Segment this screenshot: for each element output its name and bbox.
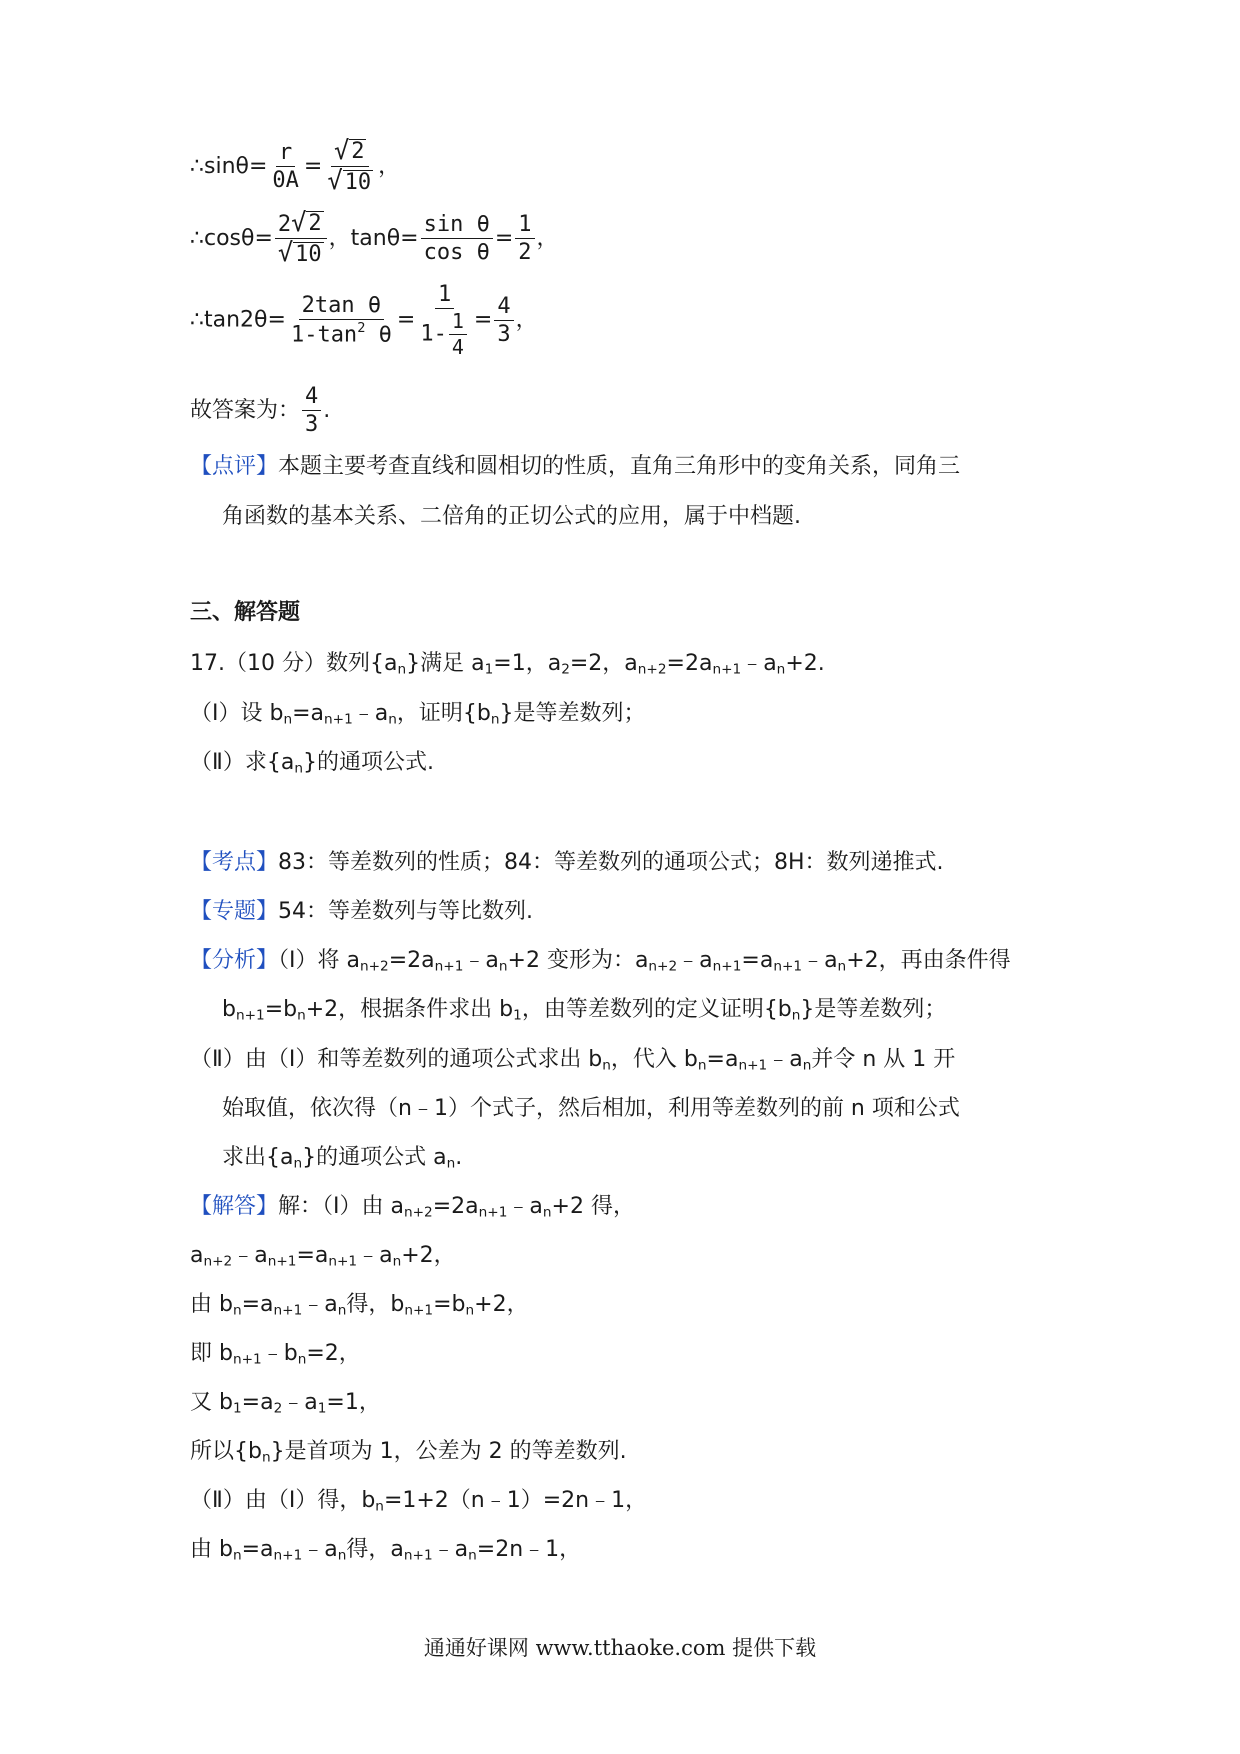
subscript: n+1: [712, 958, 742, 975]
therefore-symbol: ∴: [190, 153, 204, 179]
fenxi-line-3: [190, 1047, 955, 1074]
subscript: 1: [317, 1400, 327, 1417]
text: 17.（10 分）数列{a: [190, 651, 398, 676]
text: +2 变形为：a: [507, 948, 649, 973]
var-a: a: [485, 948, 499, 973]
one-minus-tan: 1-tan: [290, 322, 358, 348]
text: =1，a: [493, 651, 562, 676]
var-a: a: [324, 1537, 338, 1562]
var-a: a: [260, 1537, 274, 1562]
radicand: 2: [308, 211, 322, 237]
var-b: b: [451, 1292, 466, 1317]
minus: ﹣: [352, 701, 375, 726]
subscript: n: [465, 1302, 475, 1319]
equals: =: [706, 1047, 725, 1072]
text: }满足 a: [406, 651, 485, 676]
var-a: a: [260, 1292, 274, 1317]
comma: ，: [515, 307, 538, 333]
text: 得，b: [346, 1292, 405, 1317]
subscript: n+1: [235, 1007, 265, 1024]
minus: ﹣: [282, 1390, 305, 1415]
radical: √ 10: [277, 238, 322, 268]
text: =1+2（n﹣1）=2n﹣1，: [383, 1488, 648, 1513]
denominator: [288, 320, 395, 348]
var-a: a: [324, 1292, 338, 1317]
subscript: n: [802, 1057, 812, 1074]
numerator: 4: [494, 294, 513, 321]
equals: =: [292, 701, 311, 726]
var-a: a: [824, 948, 838, 973]
text: 由 b: [190, 1537, 233, 1562]
comma: ，: [536, 225, 559, 251]
equals: =: [396, 307, 416, 333]
tan2-lhs: tan2θ=: [204, 307, 286, 333]
text: ，由等差数列的定义证明{b: [521, 997, 792, 1022]
formula-sin: [190, 138, 400, 196]
minus: ﹣: [432, 1537, 455, 1562]
text: ，代入 b: [610, 1047, 698, 1072]
numerator: [331, 138, 369, 167]
text: .: [455, 1145, 463, 1170]
text: =2a: [432, 1194, 479, 1219]
section-title: 三、解答题: [190, 600, 301, 625]
denominator: cos θ: [423, 240, 490, 266]
text: （Ⅰ）设 b: [190, 701, 284, 726]
var-b: b: [283, 1341, 298, 1366]
subscript: n: [232, 1302, 242, 1319]
period: .: [323, 397, 331, 423]
radical: √ 10: [327, 166, 372, 196]
fraction-2sqrt2-over-sqrt10: [275, 210, 327, 268]
denominator: [275, 239, 327, 267]
text: +2，根据条件求出 b: [305, 997, 514, 1022]
text: =2n﹣1，: [476, 1537, 582, 1562]
review-line-2: [222, 504, 801, 530]
text: 求出{a: [222, 1145, 294, 1170]
subscript: n: [446, 1155, 456, 1172]
subscript: n+1: [403, 1547, 433, 1564]
cos-lhs: cosθ=: [204, 225, 273, 251]
subscript: n: [232, 1547, 242, 1564]
var-a: a: [260, 1390, 274, 1415]
tan-lhs: tanθ=: [350, 225, 419, 251]
fraction-one-half: [515, 212, 534, 266]
subscript: n: [261, 1449, 271, 1466]
fenxi-line-1: [190, 948, 1011, 975]
equals: =: [741, 948, 760, 973]
jieda-line-5: [190, 1390, 381, 1417]
var-a: a: [699, 948, 713, 973]
fraction-r-over-oa: [269, 140, 302, 194]
subscript: n+2: [359, 958, 389, 975]
var-a: a: [789, 1047, 803, 1072]
var-a: a: [304, 1390, 318, 1415]
text: 并令 n 从 1 开: [811, 1047, 956, 1072]
subscript: n+2: [637, 661, 667, 678]
text: +2，: [401, 1243, 456, 1268]
text: =2a: [388, 948, 435, 973]
subscript: n: [337, 1302, 347, 1319]
text: }是等差数列；: [800, 997, 947, 1022]
numerator: 1: [435, 282, 454, 309]
minus: ﹣: [802, 948, 825, 973]
text: 由 b: [190, 1292, 233, 1317]
fenxi-line-2: [222, 997, 946, 1024]
minus: ﹣: [741, 651, 764, 676]
minus: ﹣: [507, 1194, 530, 1219]
equals: =: [241, 1292, 261, 1317]
subscript: 1: [484, 661, 494, 678]
var-a: a: [763, 651, 777, 676]
text: }的通项公式 a: [302, 1145, 447, 1170]
radical: √ 2: [291, 208, 322, 237]
minus: ﹣: [677, 948, 700, 973]
minus: ﹣: [261, 1341, 284, 1366]
subscript: n: [293, 1155, 303, 1172]
equals: =: [433, 1292, 452, 1317]
text: 即 b: [190, 1341, 233, 1366]
text: （Ⅱ）由（Ⅰ）和等差数列的通项公式求出 b: [190, 1047, 603, 1072]
subscript: n: [602, 1057, 611, 1074]
equals: =: [241, 1390, 261, 1415]
subscript: n: [397, 661, 407, 678]
var-a: a: [254, 1243, 268, 1268]
subscript: 2: [561, 661, 570, 678]
subscript: n: [468, 1547, 477, 1564]
review-text: 角函数的基本关系、二倍角的正切公式的应用，属于中档题.: [222, 504, 801, 529]
minus: ﹣: [232, 1243, 255, 1268]
numerator: 4: [302, 384, 321, 411]
jieda-line-3: [190, 1292, 529, 1319]
var-a: a: [374, 701, 389, 726]
text: =1，: [326, 1390, 381, 1415]
subscript: n: [837, 958, 847, 975]
numerator: 1: [449, 310, 467, 335]
denominator: [324, 167, 376, 195]
comma: ，: [328, 225, 351, 251]
fraction-four-thirds: [494, 294, 513, 348]
fenxi-line-4: [222, 1096, 960, 1122]
comma: ，: [378, 153, 401, 179]
jieda-line-2: [190, 1243, 456, 1270]
subscript: n+1: [273, 1547, 303, 1564]
answer-line: [190, 384, 330, 438]
subscript: n: [498, 958, 508, 975]
subscript: n+1: [232, 1351, 262, 1368]
denominator: 3: [305, 412, 319, 438]
jieda-line-6: [190, 1439, 627, 1466]
subscript: n: [490, 711, 500, 728]
subscript: n: [283, 711, 293, 728]
q17-part1: [190, 701, 646, 728]
text: 始取值，依次得（n﹣1）个式子，然后相加，利用等差数列的前 n 项和公式: [222, 1096, 960, 1121]
subscript: n+1: [324, 711, 353, 728]
var-a: a: [454, 1537, 469, 1562]
therefore-symbol: ∴: [190, 307, 204, 333]
subscript: n+1: [328, 1253, 358, 1270]
subscript: n: [388, 711, 397, 728]
fenxi-line-5: [222, 1145, 462, 1172]
text: +2，再由条件得: [846, 948, 1011, 973]
numerator: [275, 210, 327, 239]
minus: ﹣: [357, 1243, 380, 1268]
subscript: n+1: [478, 1204, 508, 1221]
q17-stem: [190, 651, 825, 678]
kaodian-line: [190, 850, 944, 876]
subscript: n: [297, 1007, 306, 1024]
var-a: a: [759, 948, 774, 973]
text: }是首项为 1，公差为 2 的等差数列.: [270, 1439, 627, 1464]
text: 又 b: [190, 1390, 233, 1415]
subscript: n+1: [738, 1057, 768, 1074]
denominator: 4: [451, 335, 464, 360]
formula-tan2: [190, 282, 538, 359]
text: ，证明{b: [396, 701, 491, 726]
subscript: n: [697, 1057, 707, 1074]
therefore-symbol: ∴: [190, 225, 204, 251]
subscript: n+1: [434, 958, 464, 975]
var-a: a: [724, 1047, 739, 1072]
subscript: n: [375, 1498, 384, 1515]
minus: ﹣: [302, 1292, 325, 1317]
zhuanti-tag: 【专题】: [190, 899, 279, 924]
var-b: b: [222, 997, 236, 1022]
text: =2a: [666, 651, 713, 676]
equals: =: [473, 307, 493, 333]
denominator: 0A: [272, 168, 299, 194]
zhuanti-text: 54：等差数列与等比数列.: [278, 899, 534, 924]
answer-label: 故答案为：: [190, 397, 301, 423]
var-a: a: [529, 1194, 543, 1219]
minus: ﹣: [767, 1047, 790, 1072]
review-text: 本题主要考查直线和圆相切的性质，直角三角形中的变角关系，同角三: [278, 454, 961, 479]
minus: ﹣: [302, 1537, 325, 1562]
text: 所以{b: [190, 1439, 262, 1464]
text: （Ⅱ）由（Ⅰ）得，b: [190, 1488, 376, 1513]
text: （Ⅰ）将 a: [278, 948, 360, 973]
exponent: 2: [357, 320, 366, 337]
subscript: n: [776, 661, 786, 678]
numerator: 2tan θ: [299, 293, 384, 320]
radical: √ 2: [333, 136, 365, 165]
jieda-line-1: [190, 1194, 635, 1221]
q17-part2: [190, 750, 434, 777]
formula-cos-tan: [190, 210, 559, 268]
denominator: 3: [497, 322, 511, 348]
subscript: n+1: [712, 661, 742, 678]
theta: θ: [365, 322, 392, 348]
text: 得，a: [346, 1537, 404, 1562]
zhuanti-line: [190, 899, 533, 925]
subscript: n: [392, 1253, 402, 1270]
subscript: n+2: [403, 1204, 433, 1221]
fraction-double-angle: [288, 293, 395, 348]
kaodian-tag: 【考点】: [190, 850, 279, 875]
fraction-sqrt2-over-sqrt10: [324, 138, 376, 196]
numerator: 1: [515, 212, 534, 239]
text: }的通项公式.: [302, 750, 434, 775]
text: 解：（Ⅰ）由 a: [278, 1194, 404, 1219]
text: +2 得，: [551, 1194, 635, 1219]
subscript: n+1: [273, 1302, 303, 1319]
subscript: n: [294, 760, 303, 777]
var-a: a: [379, 1243, 393, 1268]
subscript: n+1: [773, 958, 803, 975]
subscript: 1: [513, 1007, 522, 1024]
equals: =: [296, 1243, 315, 1268]
answer-fraction: [302, 384, 321, 438]
one-minus: 1-: [420, 321, 447, 347]
subscript: 1: [232, 1400, 242, 1417]
sin-lhs: sinθ=: [204, 153, 268, 179]
subscript: n: [337, 1547, 347, 1564]
subscript: n: [542, 1204, 552, 1221]
text: +2，: [474, 1292, 529, 1317]
denominator: 2: [518, 240, 532, 266]
jieda-line-4: [190, 1341, 361, 1368]
text: +2.: [785, 651, 825, 676]
text: =2，a: [569, 651, 638, 676]
fenxi-tag: 【分析】: [190, 948, 279, 973]
fraction-one-over-complex: [417, 282, 472, 359]
text: }是等差数列；: [499, 701, 646, 726]
jieda-line-7: [190, 1488, 647, 1515]
page-footer: 通通好课网 www.tthaoke.com 提供下载: [423, 1636, 817, 1660]
var-a: a: [190, 1243, 204, 1268]
var-a: a: [310, 701, 325, 726]
subscript: 2: [273, 1400, 283, 1417]
review-line-1: [190, 454, 960, 480]
numerator: r: [276, 140, 295, 167]
equals: =: [494, 225, 514, 251]
jieda-line-8: [190, 1537, 581, 1564]
radicand: 10: [295, 241, 322, 267]
text: （Ⅱ）求{a: [190, 750, 295, 775]
var-b: b: [283, 997, 298, 1022]
numerator: sin θ: [421, 212, 493, 239]
subscript: n+2: [648, 958, 678, 975]
text: =2，: [306, 1341, 361, 1366]
fraction-sin-over-cos: [421, 212, 493, 266]
jieda-tag: 【解答】: [190, 1194, 279, 1219]
kaodian-text: 83：等差数列的性质；84：等差数列的通项公式；8H：数列递推式.: [278, 850, 944, 875]
radicand: 2: [351, 139, 365, 165]
equals: =: [264, 997, 284, 1022]
denominator: [417, 309, 472, 359]
subscript: n+1: [404, 1302, 434, 1319]
subscript: n: [297, 1351, 307, 1368]
review-tag: 【点评】: [190, 454, 279, 479]
var-a: a: [314, 1243, 329, 1268]
radicand: 10: [344, 169, 372, 195]
coefficient: 2: [277, 212, 292, 237]
minus: ﹣: [463, 948, 486, 973]
subscript: n+1: [267, 1253, 297, 1270]
subscript: n: [791, 1007, 801, 1024]
equals: =: [241, 1537, 261, 1562]
subscript: n+2: [203, 1253, 233, 1270]
equals: =: [303, 153, 323, 179]
fraction-one-quarter: [449, 310, 467, 359]
